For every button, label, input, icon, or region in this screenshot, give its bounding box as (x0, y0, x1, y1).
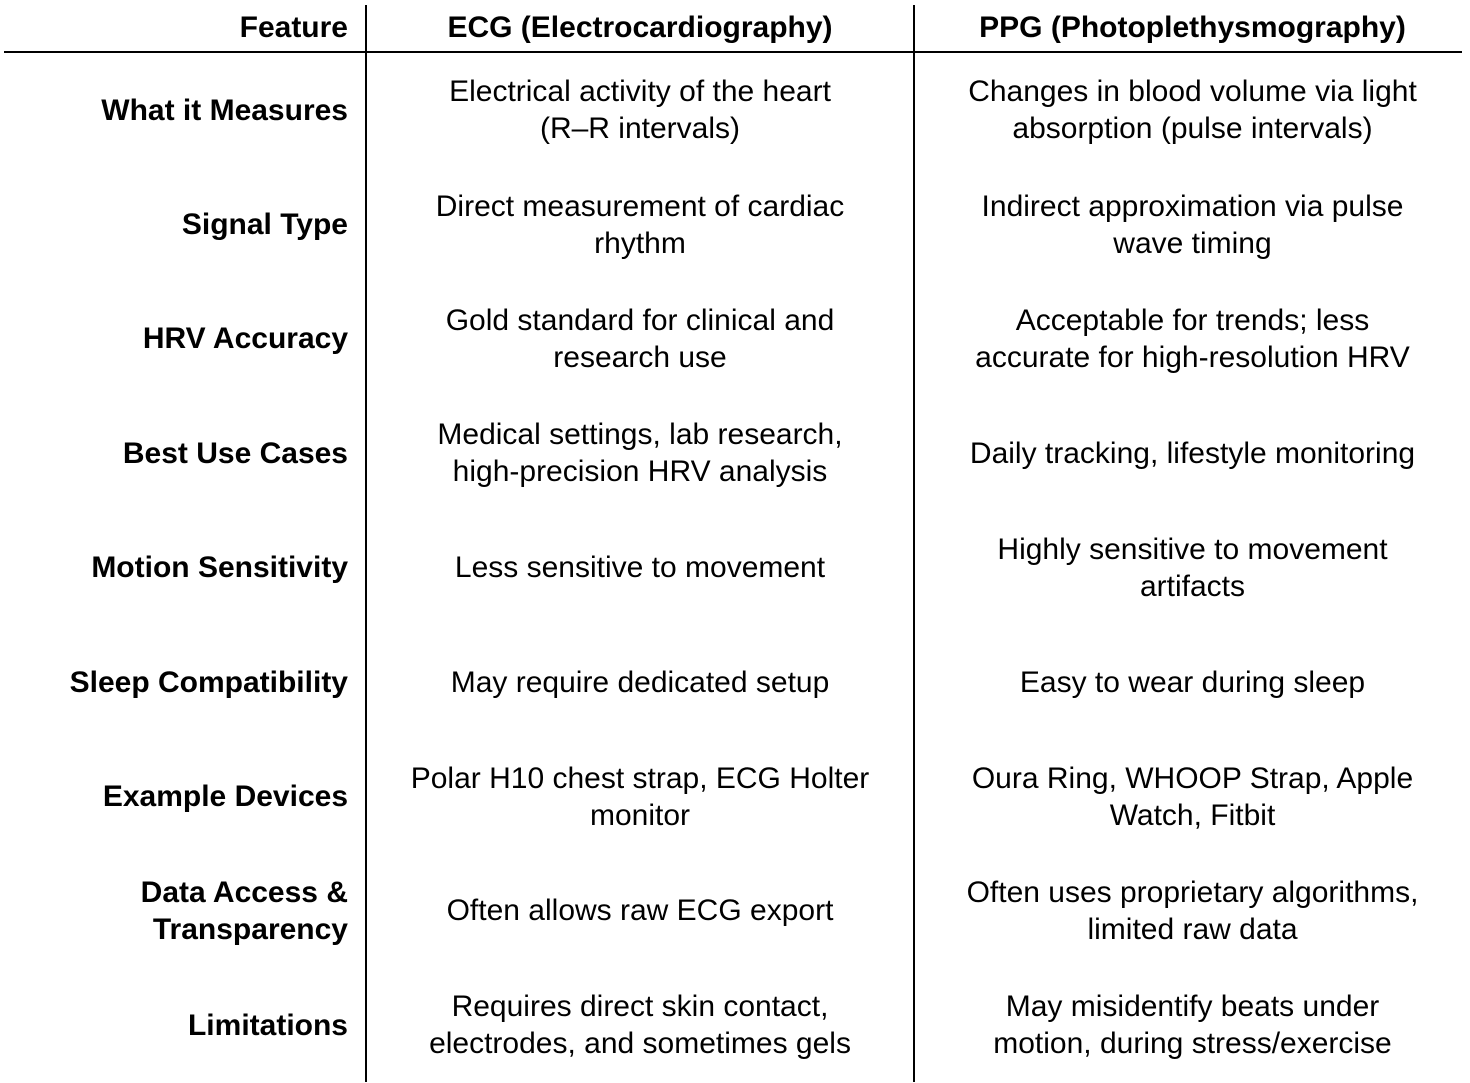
table-header-row (0, 0, 1470, 51)
ecg-cell: Direct measurement of cardiac rhythm (435, 189, 845, 260)
feature-cell: Example Devices (102, 780, 348, 814)
ecg-cell: Medical settings, lab research, high-precision HRV analysis (437, 418, 843, 489)
ppg-cell: Indirect approximation via pulse wave timing (981, 189, 1404, 260)
feature-cell: Sleep Compatibility (69, 665, 348, 699)
ppg-cell: Highly sensitive to movement artifacts (997, 532, 1388, 603)
table-row (0, 625, 1470, 739)
ppg-cell: Oura Ring, WHOOP Strap, Apple Watch, Fitbit (971, 761, 1414, 832)
ecg-cell: May require dedicated setup (450, 665, 830, 699)
ppg-cell: Daily tracking, lifestyle monitoring (969, 436, 1416, 470)
ecg-cell: Gold standard for clinical and research use (445, 303, 835, 374)
ecg-cell: Electrical activity of the heart (R–R intervals) (449, 75, 831, 146)
feature-cell: Signal Type (181, 208, 348, 242)
table-body (0, 53, 1470, 1082)
feature-cell: What it Measures (101, 93, 348, 127)
ppg-cell: May misidentify beats under motion, during stress/exercise (993, 990, 1392, 1061)
ppg-cell: Acceptable for trends; less accurate for high-resolution HRV (975, 303, 1410, 374)
header-ecg: ECG (Electrocardiography) (447, 11, 833, 44)
table-row (0, 53, 1470, 167)
table-row (0, 396, 1470, 510)
ppg-cell: Often uses proprietary algorithms, limited raw data (966, 875, 1419, 946)
feature-cell: Best Use Cases (122, 436, 348, 470)
ppg-cell: Easy to wear during sleep (1019, 665, 1366, 699)
feature-cell: Data Access & Transparency (140, 875, 348, 946)
table-row (0, 739, 1470, 853)
table-row (0, 282, 1470, 396)
header-ppg: PPG (Photoplethysmography) (979, 11, 1406, 44)
table-row (0, 167, 1470, 281)
table-row (0, 854, 1470, 968)
feature-cell: Motion Sensitivity (91, 551, 348, 585)
feature-cell: Limitations (187, 1008, 348, 1042)
ppg-cell: Changes in blood volume via light absorption (pulse intervals) (968, 75, 1417, 146)
table-row (0, 968, 1470, 1082)
ecg-cell: Requires direct skin contact, electrodes, and sometimes gels (429, 990, 851, 1061)
ecg-cell: Polar H10 chest strap, ECG Holter monitor (410, 761, 870, 832)
feature-cell: HRV Accuracy (142, 322, 348, 356)
ecg-cell: Often allows raw ECG export (446, 894, 834, 928)
header-feature: Feature (239, 11, 348, 44)
ecg-cell: Less sensitive to movement (454, 551, 826, 585)
table-row (0, 511, 1470, 625)
